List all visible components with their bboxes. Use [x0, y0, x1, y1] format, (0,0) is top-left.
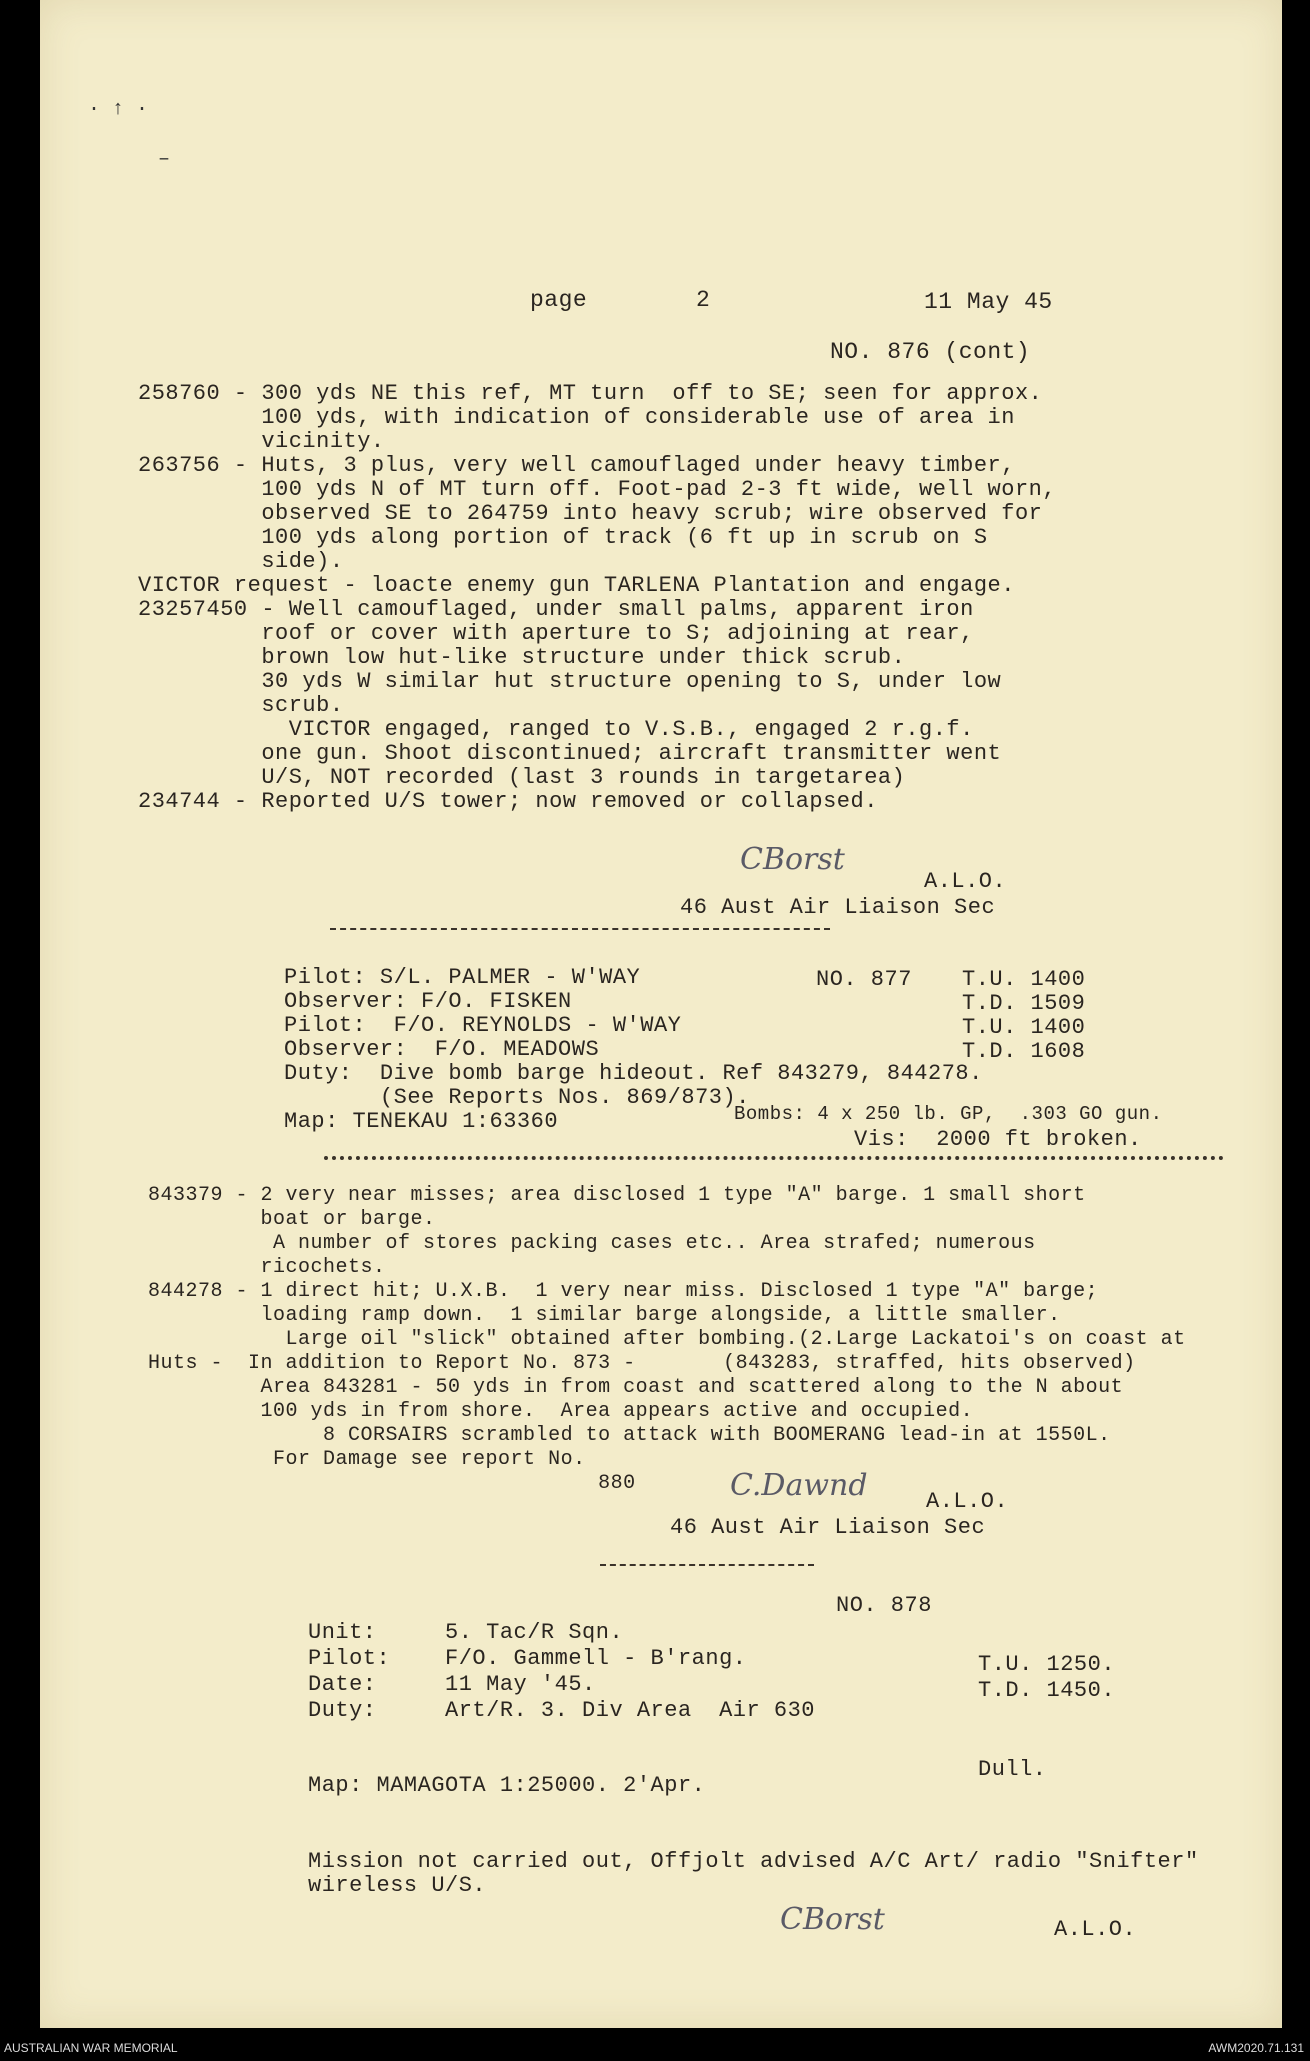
- text-line: Duty: Dive bomb barge hideout. Ref 843279, 844278.: [284, 1061, 983, 1086]
- alo-title: A.L.O.: [926, 1489, 1009, 1514]
- dotted-divider: [324, 1156, 1224, 1160]
- text-line: Unit: 5. Tac/R Sqn.: [308, 1620, 624, 1645]
- time-entry: T.D. 1450.: [978, 1678, 1116, 1703]
- text-line: U/S, NOT recorded (last 3 rounds in targetarea): [138, 765, 906, 790]
- page-label: page: [530, 287, 588, 313]
- text-line: Date: 11 May '45.: [308, 1672, 596, 1697]
- text-line: VICTOR engaged, ranged to V.S.B., engaged 2 r.g.f.: [138, 717, 974, 742]
- text-line: 843379 - 2 very near misses; area disclosed 1 type "A" barge. 1 small short: [148, 1184, 1086, 1207]
- visibility-info: Vis: 2000 ft broken.: [854, 1127, 1142, 1152]
- text-line: 234744 - Reported U/S tower; now removed or collapsed.: [138, 789, 878, 814]
- unit-name: 46 Aust Air Liaison Sec: [680, 895, 996, 920]
- text-line: vicinity.: [138, 429, 385, 454]
- text-line: 880: [148, 1472, 636, 1495]
- text-line: ricochets.: [148, 1256, 386, 1279]
- time-entry: T.D. 1608: [962, 1039, 1086, 1064]
- unit-name: 46 Aust Air Liaison Sec: [670, 1515, 986, 1540]
- text-line: side).: [138, 549, 344, 574]
- signature: CBorst: [780, 1902, 885, 1937]
- text-line: Mission not carried out, Offjolt advised A/C Art/ radio "Snifter": [308, 1849, 1199, 1874]
- margin-mark: –: [158, 148, 171, 171]
- text-line: 100 yds, with indication of considerable use of area in: [138, 405, 1015, 430]
- alo-title: A.L.O.: [1054, 1917, 1137, 1942]
- text-line: one gun. Shoot discontinued; aircraft transmitter went: [138, 741, 1002, 766]
- report-877-times: [962, 968, 1085, 1064]
- text-line: Map: TENEKAU 1:63360: [284, 1109, 559, 1134]
- map-reference: Map: MAMAGOTA 1:25000. 2'Apr.: [308, 1773, 706, 1798]
- text-line: 263756 - Huts, 3 plus, very well camouflaged under heavy timber,: [138, 453, 1015, 478]
- time-entry: T.U. 1400: [962, 967, 1086, 992]
- text-line: 100 yds in from shore. Area appears active and occupied.: [148, 1400, 974, 1423]
- time-entry: T.D. 1509: [962, 991, 1086, 1016]
- text-line: Observer: F/O. FISKEN: [284, 989, 572, 1014]
- document-page: [40, 0, 1282, 2028]
- alo-title: A.L.O.: [924, 869, 1007, 894]
- time-entry: T.U. 1400: [962, 1015, 1086, 1040]
- text-line: loading ramp down. 1 similar barge alongside, a little smaller.: [148, 1304, 1061, 1327]
- signature: C.Dawnd: [730, 1468, 868, 1503]
- text-line: (See Reports Nos. 869/873).: [284, 1085, 750, 1110]
- footer-catalog-number: AWM2020.71.131: [1208, 2041, 1304, 2055]
- report-877-body: [148, 1184, 1186, 1496]
- text-line: wireless U/S.: [308, 1873, 487, 1898]
- report-878-times: [978, 1652, 1115, 1704]
- report-number: NO. 877: [816, 967, 912, 992]
- footer-institution: AUSTRALIAN WAR MEMORIAL: [4, 2041, 178, 2055]
- margin-mark: · ↑ ·: [88, 98, 149, 121]
- text-line: Observer: F/O. MEADOWS: [284, 1037, 600, 1062]
- signature: CBorst: [740, 842, 845, 877]
- text-line: 100 yds along portion of track (6 ft up in scrub on S: [138, 525, 988, 550]
- report-number: NO. 876 (cont): [830, 339, 1031, 365]
- text-line: A number of stores packing cases etc.. Area strafed; numerous: [148, 1232, 1036, 1255]
- report-876-body: [138, 382, 1056, 814]
- text-line: 258760 - 300 yds NE this ref, MT turn off to SE; seen for approx.: [138, 381, 1043, 406]
- report-878-mission: [308, 1850, 1199, 1898]
- text-line: 23257450 - Well camouflaged, under small palms, apparent iron: [138, 597, 974, 622]
- report-number: NO. 878: [836, 1593, 932, 1618]
- report-878-details: [308, 1620, 815, 1724]
- text-line: brown low hut-like structure under thick scrub.: [138, 645, 906, 670]
- text-line: Large oil "slick" obtained after bombing.(2.Large Lackatoi's on coast at: [148, 1328, 1186, 1351]
- text-line: Duty: Art/R. 3. Div Area Air 630: [308, 1698, 815, 1723]
- text-line: 844278 - 1 direct hit; U.X.B. 1 very near miss. Disclosed 1 type "A" barge;: [148, 1280, 1099, 1303]
- text-line: Huts - In addition to Report No. 873 - (843283, straffed, hits observed): [148, 1352, 1136, 1375]
- weather: Dull.: [978, 1757, 1047, 1782]
- text-line: observed SE to 264759 into heavy scrub; wire observed for: [138, 501, 1043, 526]
- text-line: 8 CORSAIRS scrambled to attack with BOOMERANG lead-in at 1550L.: [148, 1424, 1111, 1447]
- text-line: Area 843281 - 50 yds in from coast and scattered along to the N about: [148, 1376, 1124, 1399]
- bombs-info: Bombs: 4 x 250 lb. GP, .303 GO gun.: [734, 1103, 1163, 1125]
- text-line: 100 yds N of MT turn off. Foot-pad 2-3 ft wide, well worn,: [138, 477, 1057, 502]
- text-line: VICTOR request - loacte enemy gun TARLENA Plantation and engage.: [138, 573, 1015, 598]
- section-divider: [330, 928, 830, 930]
- text-line: 30 yds W similar hut structure opening to S, under low: [138, 669, 1002, 694]
- text-line: Pilot: F/O. REYNOLDS - W'WAY: [284, 1013, 682, 1038]
- time-entry: T.U. 1250.: [978, 1652, 1116, 1677]
- text-line: For Damage see report No.: [148, 1448, 586, 1471]
- text-line: Pilot: F/O. Gammell - B'rang.: [308, 1646, 747, 1671]
- text-line: roof or cover with aperture to S; adjoining at rear,: [138, 621, 974, 646]
- text-line: boat or barge.: [148, 1208, 436, 1231]
- text-line: Pilot: S/L. PALMER - W'WAY: [284, 965, 641, 990]
- page-number: 2: [696, 287, 711, 313]
- report-date: 11 May 45: [924, 289, 1053, 315]
- text-line: scrub.: [138, 693, 344, 718]
- section-divider: [600, 1564, 814, 1566]
